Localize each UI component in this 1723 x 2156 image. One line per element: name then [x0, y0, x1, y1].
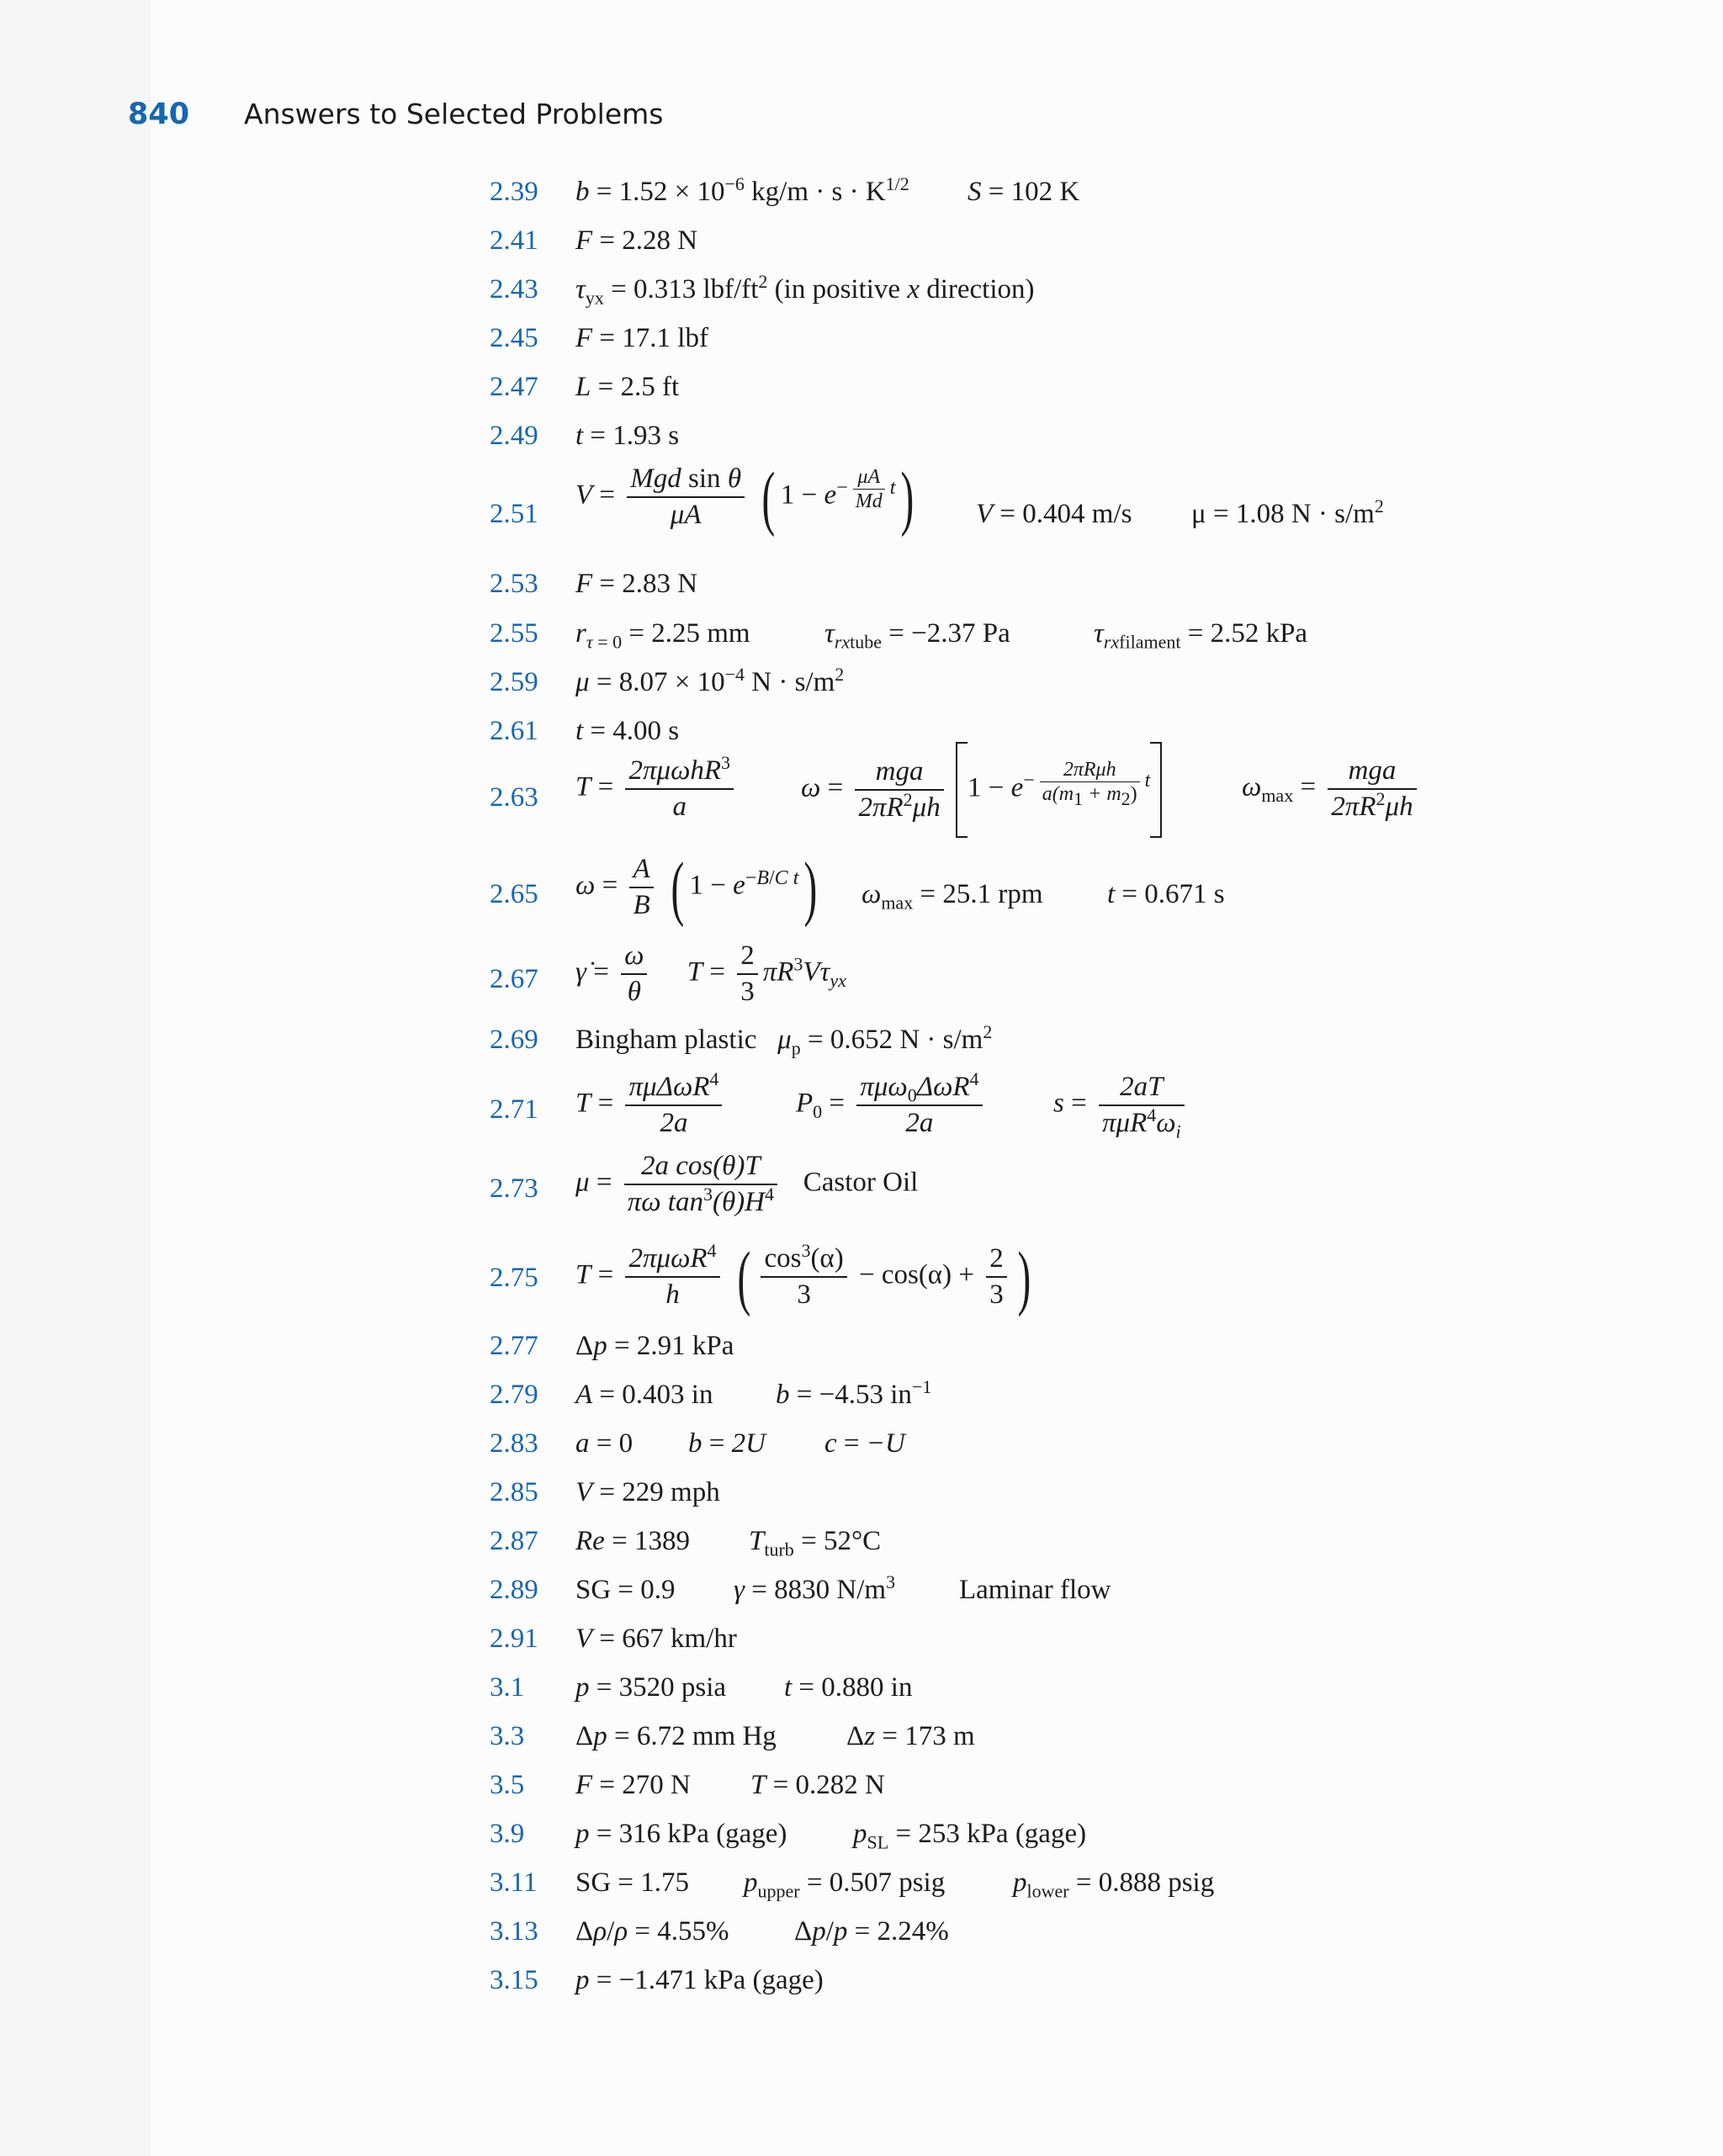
- answer-2-77: Δp = 2.91 kPa: [575, 1331, 734, 1361]
- answer-2-75: T = $\frac{2\pi\mu\omega R^4}{h}$ ( $\frac{\cos^3(\alpha)}{3}$ − cos(α) + $\frac{2}{3}$ ): [575, 1237, 1031, 1317]
- problem-number: 2.89: [490, 1575, 538, 1605]
- answer-3-3-dp: Δp = 6.72 mm Hg: [575, 1721, 777, 1751]
- problem-number: 2.41: [490, 225, 538, 256]
- answer-2-71-P: $P_0$ = $\frac{\pi\mu\omega_0\Delta\omega R^4}{2a}$: [796, 1073, 988, 1137]
- answer-2-59: $\mu = 8.07 \times 10^{-4}$ $N \cdot s/m^2$: [575, 664, 845, 697]
- answer-2-89-gamma: γ = 8830 $N/m^3$: [734, 1571, 896, 1605]
- problem-number: 2.55: [490, 618, 538, 649]
- answer-2-83-c: c = −U: [824, 1428, 905, 1459]
- answer-2-51-V: V = 0.404 m/s: [976, 499, 1132, 529]
- problem-number: 2.69: [490, 1025, 538, 1055]
- answer-2-53: F = 2.83 N: [575, 569, 698, 599]
- problem-number: 2.61: [490, 716, 538, 746]
- problem-number: 3.11: [490, 1867, 538, 1898]
- problem-number: 2.71: [490, 1094, 538, 1125]
- answer-3-3-dz: Δz = 173 m: [846, 1721, 975, 1751]
- answer-2-79-b: b = −4.53 $in^{-1}$: [776, 1376, 932, 1410]
- answer-2-39-S: S = 102 K: [968, 177, 1080, 207]
- problem-number: 2.59: [490, 667, 538, 697]
- answer-2-73: μ = $\frac{\text{2a cos(θ)T}}{\pi\omega \tan^3(\theta)H^4}$ Castor Oil: [575, 1151, 919, 1217]
- answer-2-61: t = 4.00 s: [575, 716, 680, 746]
- answer-3-13-p: Δp/p = 2.24%: [794, 1916, 949, 1947]
- answer-2-55-filament: $\tau_{rxfilament} = 2.52$ kPa: [1094, 618, 1308, 653]
- answer-2-55-r: $r_{\tau = 0} = 2.25$ mm: [575, 618, 750, 653]
- answer-3-13-rho: Δρ/ρ = 4.55%: [575, 1916, 729, 1947]
- problem-number: 2.67: [490, 964, 538, 994]
- problem-number: 2.83: [490, 1428, 538, 1459]
- answer-2-39-b: $b = 1.52 \times 10^{-6}$ $kg/m \cdot s \cdot K^{1/2}$: [575, 173, 909, 207]
- answer-2-79-A: A = 0.403 in: [575, 1380, 713, 1410]
- answer-3-9-pSL: $p_{SL} = 253$ kPa (gage): [853, 1819, 1087, 1853]
- answer-2-83-a: a = 0: [575, 1428, 634, 1459]
- answer-2-63-omega-max: $\omega_{max}$ = $\frac{\text{mga}}{2\pi R^2\mu h}$: [1242, 757, 1422, 821]
- answer-2-89-flow: Laminar flow: [959, 1575, 1111, 1605]
- answer-2-63-T: T = $\frac{2\pi\mu\omega hR^3}{a}$: [575, 757, 739, 821]
- problem-number: 2.65: [490, 879, 538, 909]
- answer-2-55-tube: $\tau_{rxtube} = -2.37$ Pa: [824, 618, 1010, 653]
- answer-3-5-F: F = 270 N: [575, 1770, 691, 1800]
- problem-number: 2.85: [490, 1477, 538, 1507]
- problem-number: 2.75: [490, 1263, 538, 1293]
- answer-2-51-mu: μ = 1.08 $N \cdot s/m^2$: [1191, 495, 1384, 529]
- answer-2-41: F = 2.28 N: [575, 225, 698, 256]
- answer-2-71-s: s = $\frac{2aT}{\pi\mu R^4\omega_i}$: [1053, 1073, 1190, 1137]
- answer-2-49: t = 1.93 s: [575, 421, 680, 451]
- problem-number: 3.1: [490, 1672, 525, 1703]
- problem-number: 3.3: [490, 1721, 525, 1751]
- answer-3-9-p: p = 316 kPa (gage): [575, 1819, 787, 1849]
- answer-2-45: F = 17.1 lbf: [575, 323, 708, 353]
- answer-2-87-Re: Re = 1389: [575, 1526, 690, 1556]
- answer-2-43: $\tau_{yx} = 0.313$ lbf/$ft^2$ (in positive x direction): [575, 271, 1035, 309]
- running-head: Answers to Selected Problems: [244, 98, 664, 130]
- answer-2-91: V = 667 km/hr: [575, 1624, 737, 1654]
- answer-2-67: γ̇ = $\frac{\omega}{\theta}$ T = $\frac{2}{3}$ $\pi R^3V\tau_{yx}$: [575, 940, 846, 1007]
- problem-number: 2.39: [490, 177, 538, 207]
- problem-number: 2.49: [490, 421, 538, 451]
- problem-number: 2.51: [490, 499, 538, 529]
- answer-3-1-p: p = 3520 psia: [575, 1672, 727, 1703]
- answer-2-89-SG: SG = 0.9: [575, 1575, 676, 1605]
- answer-2-47: L = 2.5 ft: [575, 372, 680, 402]
- problem-number: 3.15: [490, 1965, 538, 1995]
- problem-number: 3.13: [490, 1916, 538, 1947]
- answer-3-11-upper: $p_{upper} = 0.507$ psig: [744, 1867, 946, 1902]
- answer-3-11-SG: SG = 1.75: [575, 1867, 690, 1898]
- problem-number: 2.73: [490, 1173, 538, 1204]
- answer-2-69: Bingham plastic $\mu_p = 0.652$ $N \cdot s/m^2$: [575, 1021, 993, 1059]
- answer-2-65-t: t = 0.671 s: [1107, 879, 1225, 909]
- answer-2-51-V-formula: V = $\frac{\text{Mgd sin θ}}{\mu A}$ ( 1 − e− $\frac{\mu A}{Md}$ t): [575, 457, 915, 538]
- problem-number: 3.9: [490, 1819, 525, 1849]
- problem-number: 3.5: [490, 1770, 525, 1800]
- answer-2-87-T: $T_{turb} = 52^\circ C$: [749, 1526, 882, 1560]
- answer-3-11-lower: $p_{lower} = 0.888$ psig: [1013, 1867, 1215, 1902]
- problem-number: 2.79: [490, 1380, 538, 1410]
- problem-number: 2.43: [490, 274, 538, 305]
- problem-number: 2.77: [490, 1331, 538, 1361]
- problem-number: 2.87: [490, 1526, 538, 1556]
- problem-number: 2.91: [490, 1624, 538, 1654]
- problem-number: 2.53: [490, 569, 538, 599]
- page-edge-shadow: [0, 0, 151, 2156]
- problem-number: 2.45: [490, 323, 538, 353]
- answer-3-15: p = −1.471 kPa (gage): [575, 1965, 824, 1995]
- answer-2-65-omega: ω = $\frac{A}{B}$ ( 1 − e−B/C t): [575, 847, 818, 928]
- problem-number: 2.47: [490, 372, 538, 402]
- answer-2-83-b: b = 2U: [688, 1428, 766, 1459]
- answer-2-85: V = 229 mph: [575, 1477, 720, 1507]
- answer-2-63-omega: ω = $\frac{\text{mga}}{2\pi R^2\mu h}$ 1 − e− $\frac{\text{2πRμh}}{a(m_1 + m_2)}$ t: [801, 742, 1162, 838]
- page-number: 840: [128, 98, 190, 131]
- answer-2-65-omega-max: $\omega_{max} = 25.1$ rpm: [862, 879, 1043, 914]
- answer-3-5-T: T = 0.282 N: [750, 1770, 885, 1800]
- answer-2-71-T: T = $\frac{\pi\mu\Delta\omega R^4}{2a}$: [575, 1073, 727, 1137]
- problem-number: 2.63: [490, 782, 538, 813]
- answer-3-1-t: t = 0.880 in: [784, 1672, 913, 1703]
